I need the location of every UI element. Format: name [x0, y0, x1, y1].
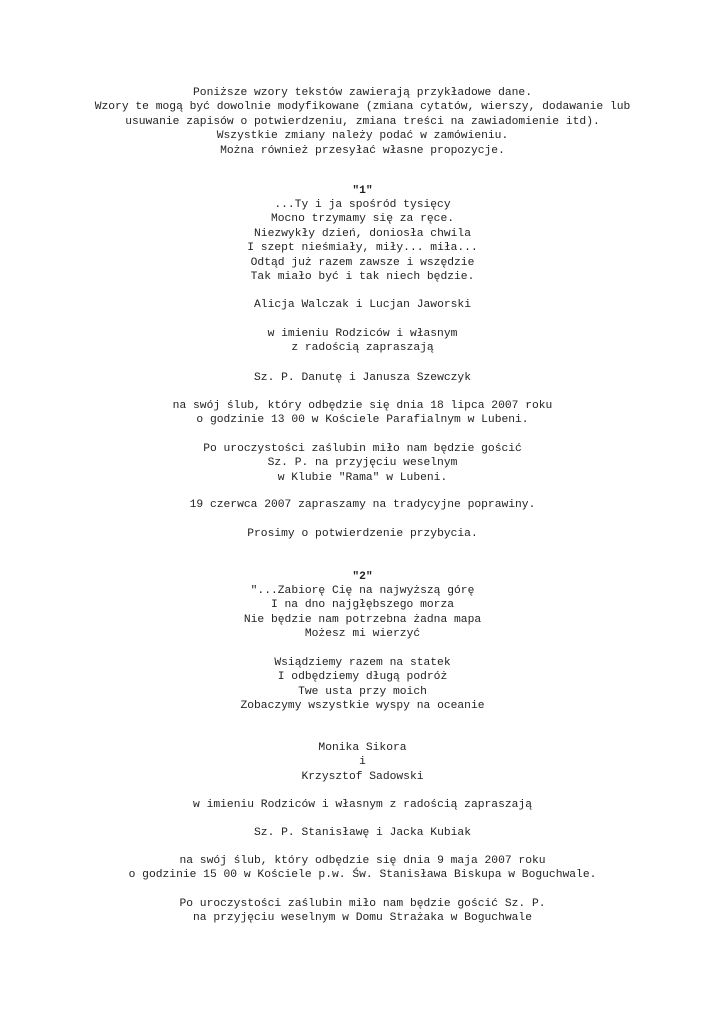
template-1-ceremony [0, 399, 725, 428]
template-2-guests [0, 826, 725, 840]
intro-section [0, 86, 725, 158]
template-2-poem-part-1 [0, 584, 725, 642]
template-1-afterparty [0, 498, 725, 512]
reception-line: w Klubie "Rama" w Lubeni. [277, 471, 448, 484]
reception-line: na przyjęciu weselnym w Domu Strażaka w Boguchwale [193, 912, 532, 925]
poem-line: I odbędziemy długą podróż [277, 671, 448, 684]
reception-line: Po uroczystości zaślubin miło nam będzie gościć [203, 443, 522, 455]
poem-line: Niezwykły dzień, doniosła chwila [254, 227, 471, 240]
template-1-invite [0, 327, 725, 356]
poem-line: I na dno najgłębszego morza [270, 599, 455, 612]
intro-line: usuwanie zapisów o potwierdzeniu, zmiana treści na zawiadomienie itd). [125, 115, 600, 128]
poem-line: Odtąd już razem zawsze i wszędzie [250, 256, 475, 269]
template-number: "2" [352, 571, 373, 583]
reception-line: Po uroczystości zaślubin miło nam będzie gościć Sz. P. [179, 898, 546, 910]
couple-line: Krzysztof Sadowski [301, 770, 424, 783]
couple-names: Alicja Walczak i Lucjan Jaworski [254, 299, 471, 311]
ceremony-line: o godzinie 13 00 w Kościele Parafialnym w Lubeni. [196, 414, 529, 427]
poem-line: Tak miało być i tak niech będzie. [250, 270, 475, 283]
invite-line: w imieniu Rodziców i własnym [267, 328, 458, 340]
template-1-rsvp [0, 527, 725, 541]
poem-line: ...Ty i ja spośród tysięcy [274, 199, 451, 211]
template-2-reception [0, 897, 725, 926]
poem-line: "...Zabiorę Cię na najwyższą górę [250, 585, 475, 597]
reception-line: Sz. P. na przyjęciu weselnym [267, 457, 458, 470]
template-2-couple [0, 741, 725, 784]
template-2-ceremony [0, 854, 725, 883]
invite-line: z radością zapraszają [291, 342, 434, 355]
intro-line: Można również przesyłać własne propozycje. [220, 144, 505, 157]
template-2-poem-part-2 [0, 656, 725, 714]
guests-line: Sz. P. Stanisławę i Jacka Kubiak [254, 827, 471, 839]
intro-line: Wzory te mogą być dowolnie modyfikowane (zmiana cytatów, wierszy, dodawanie lub [94, 101, 631, 114]
poem-line: Nie będzie nam potrzebna żadna mapa [243, 613, 482, 626]
template-1-poem [0, 198, 725, 284]
template-2-invite [0, 798, 725, 812]
template-1-number [0, 184, 725, 198]
ceremony-line: o godzinie 15 00 w Kościele p.w. Św. Stanisława Biskupa w Boguchwale. [128, 869, 597, 882]
poem-line: Możesz mi wierzyć [304, 628, 421, 641]
guests-line: Sz. P. Danutę i Janusza Szewczyk [254, 372, 471, 384]
intro-line: Wszystkie zmiany należy podać w zamówieniu. [216, 130, 509, 143]
couple-line: Monika Sikora [318, 742, 407, 754]
template-number: "1" [352, 185, 373, 197]
ceremony-line: na swój ślub, który odbędzie się dnia 18 lipca 2007 roku [172, 400, 553, 412]
invite-line: w imieniu Rodziców i własnym z radością zapraszają [193, 799, 532, 811]
poem-line: Twe usta przy moich [298, 685, 427, 698]
rsvp-line: Prosimy o potwierdzenie przybycia. [247, 528, 478, 540]
template-1-reception [0, 442, 725, 485]
poem-line: Mocno trzymamy się za ręce. [270, 213, 455, 226]
couple-line: i [359, 756, 366, 769]
ceremony-line: na swój ślub, który odbędzie się dnia 9 maja 2007 roku [179, 855, 546, 867]
intro-line: Poniższe wzory tekstów zawierają przykładowe dane. [193, 87, 532, 99]
poem-line: I szept nieśmiały, miły... miła... [247, 242, 478, 255]
poem-line: Wsiądziemy razem na statek [274, 657, 451, 669]
poem-line: Zobaczymy wszystkie wyspy na oceanie [240, 700, 485, 713]
template-2-number [0, 570, 725, 584]
afterparty-line: 19 czerwca 2007 zapraszamy na tradycyjne poprawiny. [189, 499, 536, 511]
template-1-couple [0, 298, 725, 312]
template-1-guests [0, 371, 725, 385]
